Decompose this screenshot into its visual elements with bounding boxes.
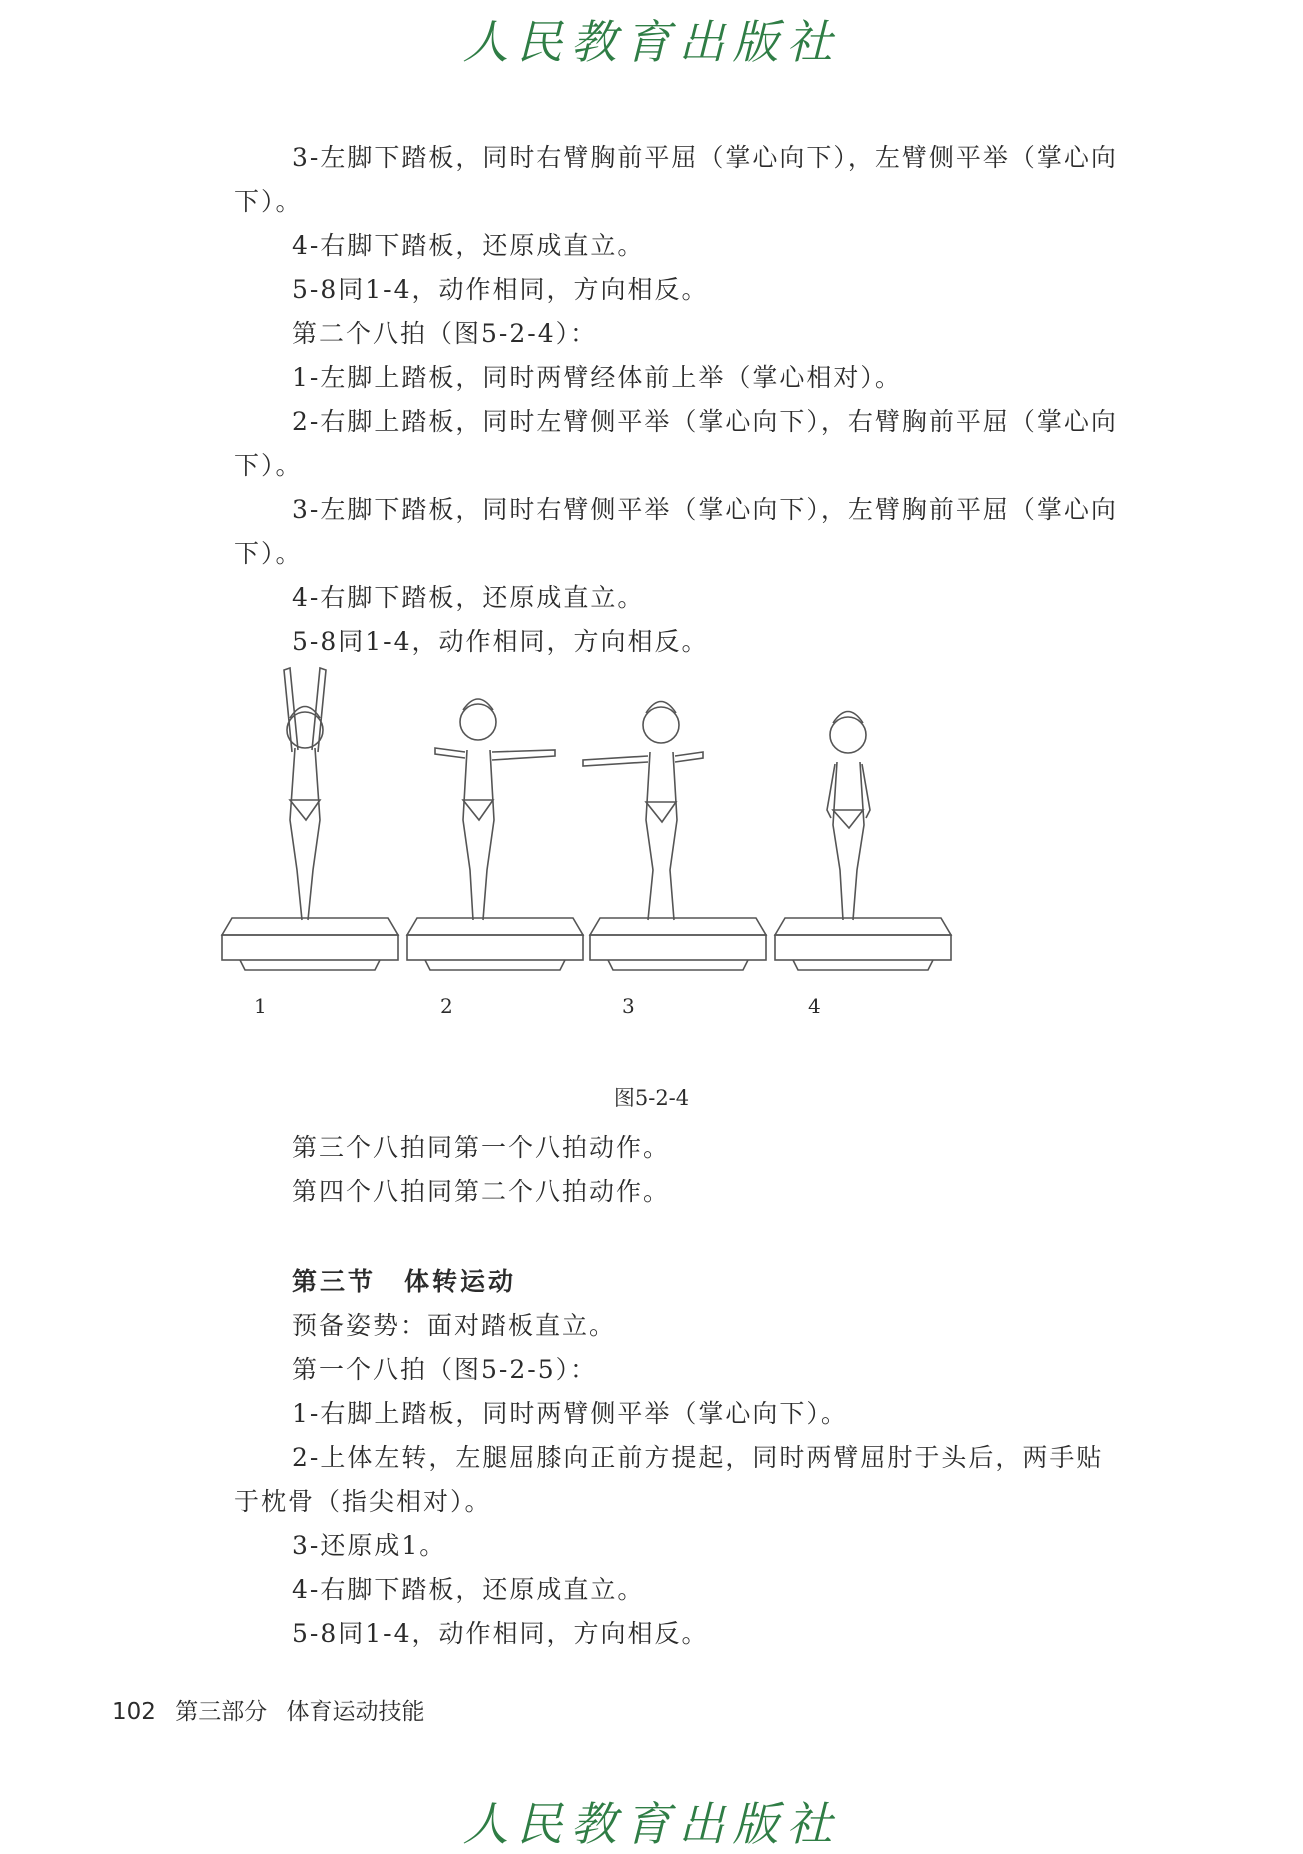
page-footer: [112, 1693, 425, 1726]
figure-1-drawing: [222, 668, 398, 970]
paragraph: 第二个八拍（图5-2-4）：: [292, 319, 598, 348]
paragraph: 1-右脚上踏板，同时两臂侧平举（掌心向下）。: [292, 1399, 848, 1428]
figure-4-drawing: [775, 712, 951, 971]
publisher-logo-footer: 人民教育出版社: [462, 1797, 841, 1851]
paragraph: 5-8同1-4，动作相同，方向相反。: [292, 1619, 709, 1648]
exercise-figure: [210, 660, 1090, 1020]
section-heading: 第三节 体转运动: [292, 1267, 517, 1296]
paragraph: 第四个八拍同第二个八拍动作。: [292, 1177, 671, 1206]
paragraph: 4-右脚下踏板，还原成直立。: [292, 231, 645, 260]
paragraph: 3-还原成1。: [292, 1531, 447, 1560]
paragraph: 4-右脚下踏板，还原成直立。: [292, 1575, 645, 1604]
figure-label: 1: [254, 994, 267, 1018]
figure-label: 2: [440, 994, 453, 1018]
paragraph: 下）。: [234, 187, 303, 216]
exercise-illustration: [210, 660, 1090, 1020]
page-number: 102: [112, 1699, 156, 1725]
figure-caption: 图5-2-4: [613, 1086, 690, 1110]
paragraph: 3-左脚下踏板，同时右臂侧平举（掌心向下），左臂胸前平屈（掌心向: [292, 495, 1118, 524]
paragraph: 下）。: [234, 451, 303, 480]
paragraph: 5-8同1-4，动作相同，方向相反。: [292, 627, 709, 656]
paragraph: 1-左脚上踏板，同时两臂经体前上举（掌心相对）。: [292, 363, 902, 392]
paragraph: 5-8同1-4，动作相同，方向相反。: [292, 275, 709, 304]
figure-label: 4: [808, 994, 821, 1018]
figure-2-drawing: [407, 699, 583, 970]
paragraph: 第一个八拍（图5-2-5）：: [292, 1355, 598, 1384]
paragraph: 预备姿势：面对踏板直立。: [292, 1311, 617, 1340]
publisher-logo-header: 人民教育出版社: [462, 15, 841, 69]
paragraph: 2-右脚上踏板，同时左臂侧平举（掌心向下），右臂胸前平屈（掌心向: [292, 407, 1118, 436]
paragraph: 第三个八拍同第一个八拍动作。: [292, 1133, 671, 1162]
paragraph: 下）。: [234, 539, 303, 568]
figure-3-drawing: [583, 702, 766, 971]
paragraph: 2-上体左转，左腿屈膝向正前方提起，同时两臂屈肘于头后，两手贴: [292, 1443, 1104, 1472]
paragraph: 4-右脚下踏板，还原成直立。: [292, 583, 645, 612]
footer-part: 第三部分: [175, 1699, 268, 1725]
paragraph: 于枕骨（指尖相对）。: [234, 1487, 492, 1516]
figure-label: 3: [622, 994, 635, 1018]
footer-chapter: 体育运动技能: [286, 1699, 425, 1725]
paragraph: 3-左脚下踏板，同时右臂胸前平屈（掌心向下），左臂侧平举（掌心向: [292, 143, 1118, 172]
